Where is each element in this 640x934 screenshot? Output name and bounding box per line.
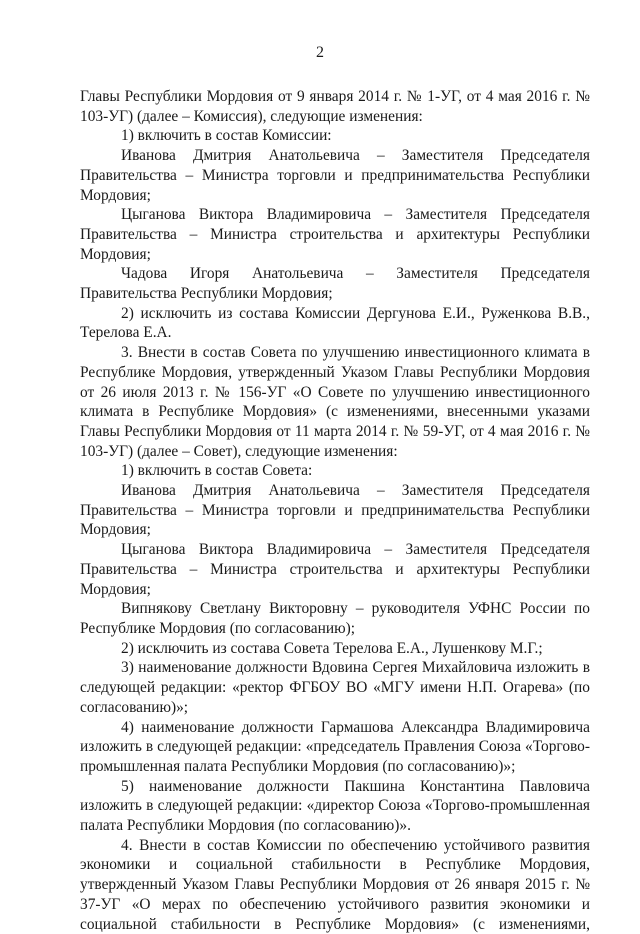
paragraph-item: 1) включить в состав Совета: [121,462,313,480]
paragraph-item: Випнякову Светлану Викторовну – руководителя УФНС России по Республике Мордовия (по согласованию); [80,600,590,637]
paragraph-item: Чадова Игоря Анатольевича – Заместителя Председателя Правительства Республики Мордовия; [80,265,590,303]
paragraph-item: Цыганова Виктора Владимировича – Заместителя Председателя Правительства – Министра строительства и архитектуры Республики Мордовия; [80,541,590,598]
paragraph-item: 4) наименование должности Гармашова Александра Владимировича изложить в следующей редакции: «председатель Правления Союза «Торгово-промышленная палата Республики Мордовия (по согласованию)»; [80,718,590,775]
paragraph-section: 3. Внести в состав Совета по улучшению инвестиционного климата в Республике Мордовия, утвержденный Указом Главы Республики Мордовия от 26 июля 2013 г. № 156-УГ «О Совете по улучшению инвестиционного климата в Республике Мордовия» (с изменениями, внесенными указами Главы Республики Мордовия от 11 марта 2014 г. № 59-УГ, от 4 мая 2016 г. № 103-УГ) (далее – Совет), следующие изменения: [80,344,590,460]
paragraph-section: 4. Внести в состав Комиссии по обеспечению устойчивого развития экономики и социальной стабильности в Республике Мордовия, утвержденный Указом Главы Республики Мордовия от 26 января 2015 г. № 37-УГ «О мерах по обеспечению устойчивого развития экономики и социальной стабильности в Республике Мордовия» (с изменениями, [80,836,590,933]
paragraph-item: Иванова Дмитрия Анатольевича – Заместителя Председателя Правительства – Министра торговли и предпринимательства Республики Мордовия; [80,482,590,539]
paragraph-item: 2) исключить из состава Совета Терелова Е.А., Лушенкову М.Г.; [121,639,543,657]
paragraph-item: 2) исключить из состава Комиссии Дергунова Е.И., Руженкова В.В., Терелова Е.А. [80,304,590,342]
paragraph-item: 3) наименование должности Вдовина Сергея Михайловича изложить в следующей редакции: «ректор ФГБОУ ВО «МГУ имени Н.П. Огарева» (по согласованию)»; [80,659,590,716]
paragraph-item: 5) наименование должности Пакшина Константина Павловича изложить в следующей редакции: «директор Союза «Торгово-промышленная палата Республики Мордовия (по согласованию)». [80,777,590,835]
paragraph-item: Иванова Дмитрия Анатольевича – Заместителя Председателя Правительства – Министра торговли и предпринимательства Республики Мордовия; [80,147,590,204]
page-number: 2 [316,44,324,61]
paragraph-item: Цыганова Виктора Владимировича – Заместителя Председателя Правительства – Министра строительства и архитектуры Республики Мордовия; [80,206,590,263]
paragraph-item: 1) включить в состав Комиссии: [121,127,332,145]
paragraph-continuation: Главы Республики Мордовия от 9 января 2014 г. № 1-УГ, от 4 мая 2016 г. № 103-УГ) (далее – Комиссия), следующие изменения: [80,88,590,125]
document-body [80,87,590,934]
